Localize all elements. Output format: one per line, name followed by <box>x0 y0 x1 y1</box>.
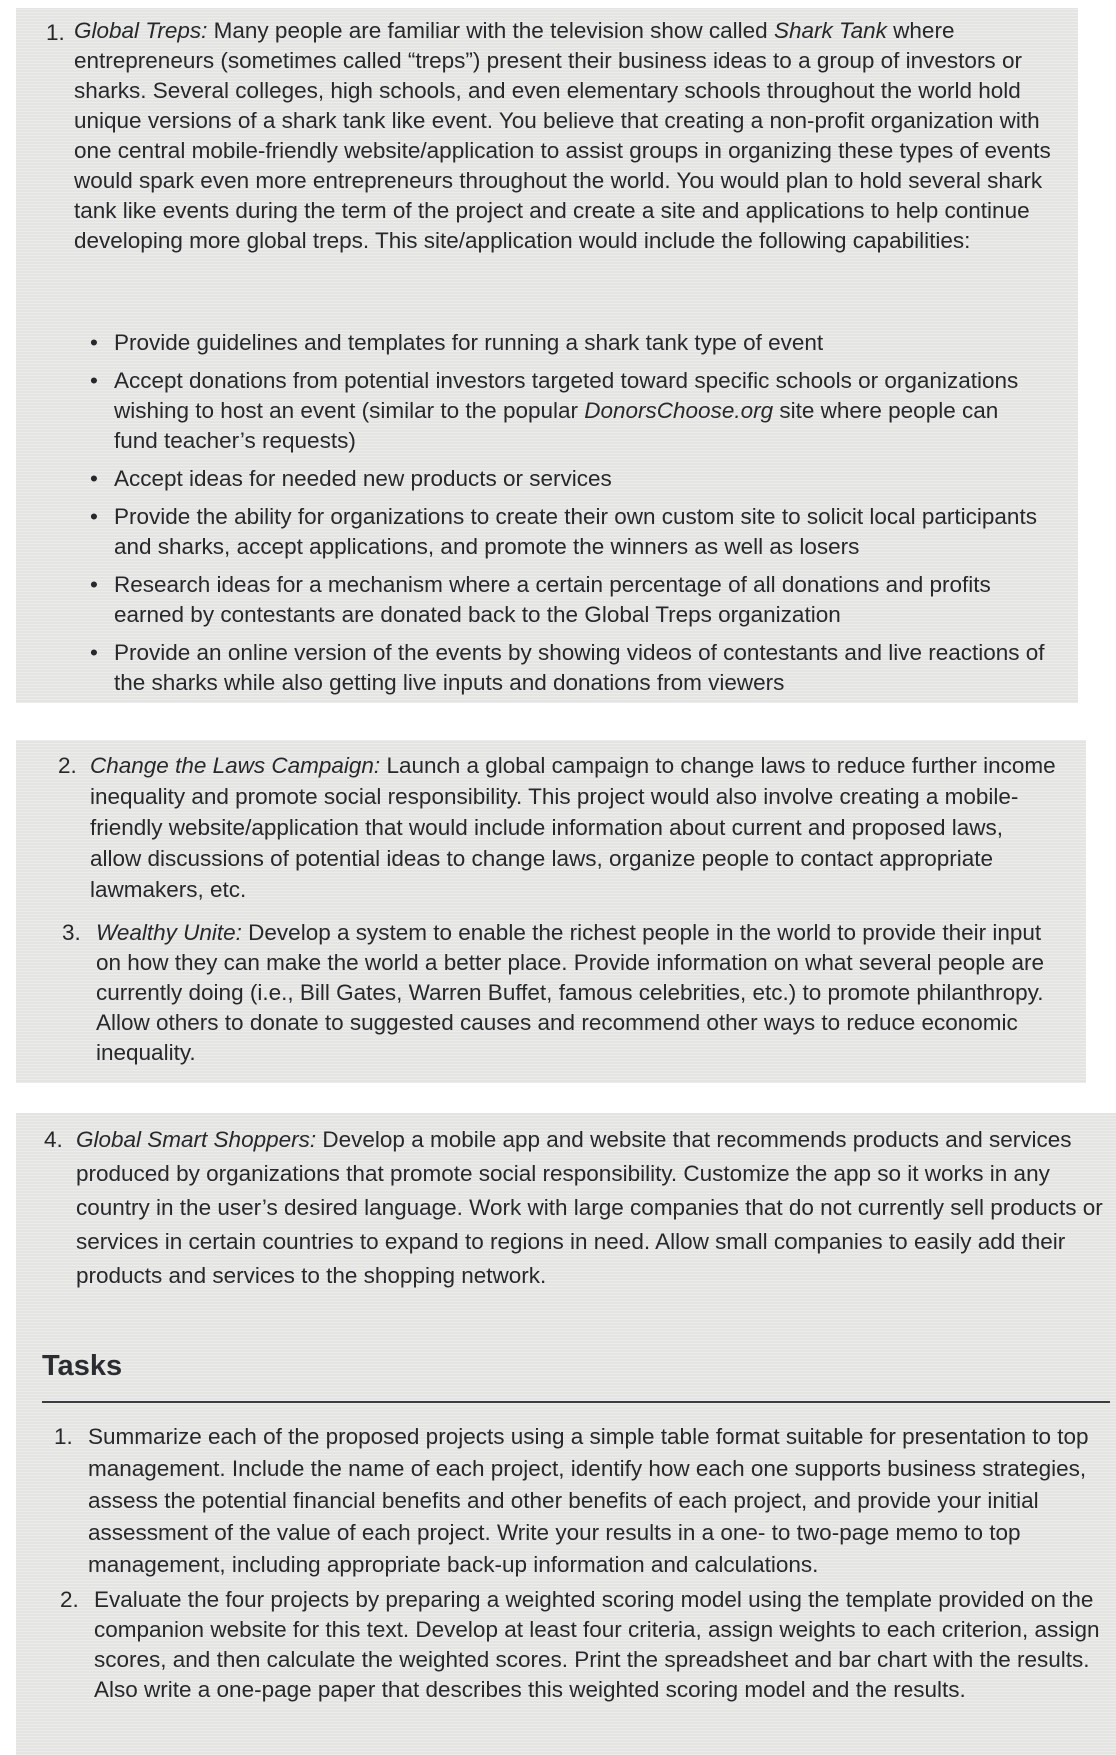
project-2 <box>58 750 1058 905</box>
task-2-text: Evaluate the four projects by preparing a weighted scoring model using the template provided on the companion website for this text. Develop at least four criteria, assign weights to each criterion, assign scores, and then calculate the weighted scores. Print the spreadsheet and bar chart with the results. Also write a one-page paper that describes this weighted scoring model and the results. <box>94 1587 1100 1702</box>
project-3 <box>62 918 1052 1068</box>
task-1 <box>54 1421 1104 1581</box>
project-4-name: Global Smart Shoppers: <box>76 1127 317 1152</box>
capability-item: • Accept ideas for needed new products or services <box>88 464 1048 494</box>
page-scan-section-3 <box>16 1113 1116 1755</box>
page-scan-section-2 <box>16 740 1086 1083</box>
project-2-description: Launch a global campaign to change laws to reduce further income inequality and promote social responsibility. This project would also involve creating a mobile-friendly website/application that would include information about current and proposed laws, allow discussions of potential ideas to change laws, organize people to contact appropriate lawmakers, etc. <box>90 753 1056 902</box>
tasks-heading: Tasks <box>42 1350 123 1382</box>
project-2-number: 2. <box>58 753 77 778</box>
capability-item: • Research ideas for a mechanism where a certain percentage of all donations and profits earned by contestants are donated back to the Global Treps organization <box>88 570 1048 630</box>
project-3-number: 3. <box>62 920 81 945</box>
project-4-number: 4. <box>44 1127 63 1152</box>
shark-tank-title: Shark Tank <box>773 18 887 43</box>
task-2 <box>60 1585 1100 1705</box>
task-2-number: 2. <box>60 1587 79 1612</box>
project-4-description: Develop a mobile app and website that recommends products and services produced by organizations that promote social responsibility. Customize the app so it works in any country in the user’s desired language. Work with large companies that do not currently sell products or services in certain countries to expand to regions in need. Allow small companies to easily add their products and services to the shopping network. <box>76 1127 1103 1288</box>
project-1-description: Global Treps: Many people are familiar with the television show called Shark Tank where entrepreneurs (sometimes called “treps”) present their business ideas to a group of investors or sharks. Several colleges, high schools, and even elementary schools throughout the world hold unique versions of a shark tank like event. You believe that creating a non-profit organization with one central mobile-friendly website/application to assist groups in organizing these types of events would spark even more entrepreneurs throughout the world. You would plan to hold several shark tank like events during the term of the project and create a site and applications to help continue developing more global treps. This site/application would include the following capabilities: <box>74 18 1051 253</box>
capability-item: • Provide an online version of the events by showing videos of contestants and live reactions of the sharks while also getting live inputs and donations from viewers <box>88 638 1048 698</box>
capability-item: • Accept donations from potential investors targeted toward specific schools or organizations wishing to host an event (similar to the popular DonorsChoose.org site where people can fund teacher’s requests) <box>88 366 1048 456</box>
capabilities-list <box>88 328 1048 706</box>
task-1-text: Summarize each of the proposed projects using a simple table format suitable for presentation to top management. Include the name of each project, identify how each one supports business strategies, assess the potential financial benefits and other benefits of each project, and provide your initial assessment of the value of each project. Write your results in a one- to two-page memo to top management, including appropriate back-up information and calculations. <box>88 1424 1089 1577</box>
project-4 <box>44 1123 1104 1293</box>
page-scan-section-1 <box>16 8 1078 703</box>
project-1-number: 1. <box>46 20 65 45</box>
donorschoose-name: DonorsChoose.org <box>584 398 774 423</box>
capability-item: • Provide guidelines and templates for running a shark tank type of event <box>88 328 1048 358</box>
task-1-number: 1. <box>54 1424 73 1449</box>
project-1 <box>46 16 1058 256</box>
tasks-divider <box>42 1401 1110 1403</box>
capability-item: • Provide the ability for organizations to create their own custom site to solicit local participants and sharks, accept applications, and promote the winners as well as losers <box>88 502 1048 562</box>
project-2-name: Change the Laws Campaign: <box>90 753 381 778</box>
project-3-name: Wealthy Unite: <box>96 920 242 945</box>
project-3-description: Develop a system to enable the richest people in the world to provide their input on how they can make the world a better place. Provide information on what several people are currently doing (i.e., Bill Gates, Warren Buffet, famous celebrities, etc.) to promote philanthropy. Allow others to donate to suggested causes and recommend other ways to reduce economic inequality. <box>96 920 1045 1065</box>
project-1-name: Global Treps: <box>74 18 208 43</box>
